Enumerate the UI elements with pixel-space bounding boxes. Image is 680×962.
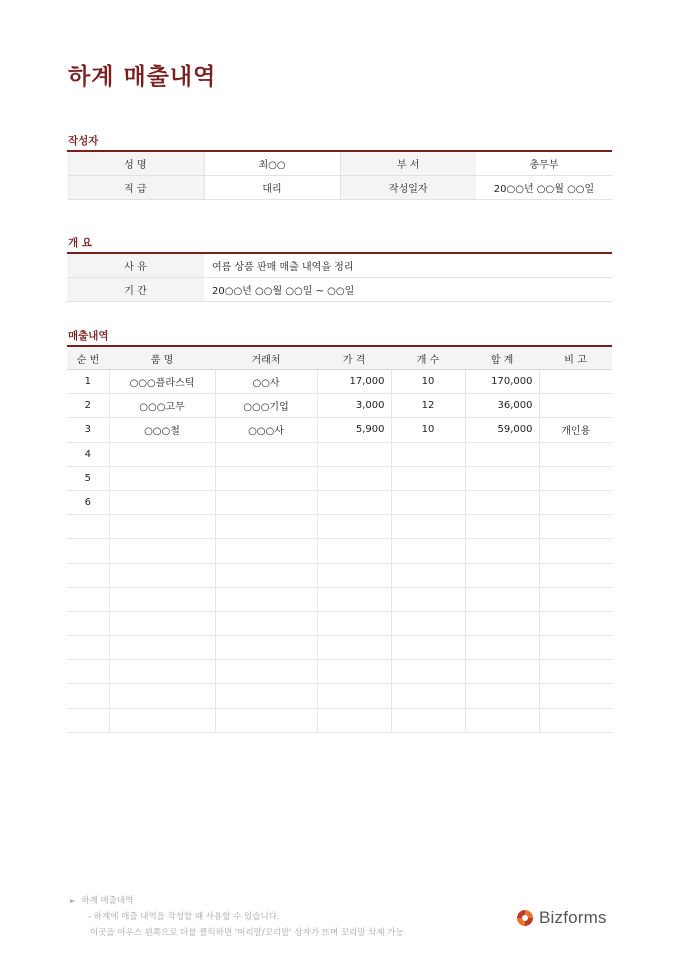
author-row	[67, 176, 612, 200]
bizforms-logo-icon	[515, 908, 535, 928]
cell-total: 59,000	[465, 418, 539, 442]
cell-note	[539, 636, 612, 660]
cell-price	[317, 515, 391, 539]
cell-price	[317, 466, 391, 490]
period-label: 기 간	[67, 278, 204, 302]
cell-quantity	[391, 684, 465, 708]
table-row	[67, 515, 612, 539]
cell-no	[67, 708, 109, 732]
cell-total	[465, 490, 539, 514]
table-row	[67, 708, 612, 732]
cell-note: 개인용	[539, 418, 612, 442]
cell-no: 1	[67, 370, 109, 394]
cell-price	[317, 708, 391, 732]
cell-quantity	[391, 587, 465, 611]
col-header-client: 거래처	[215, 346, 317, 370]
cell-client	[215, 442, 317, 466]
author-table	[67, 150, 612, 200]
cell-price	[317, 587, 391, 611]
cell-no: 6	[67, 490, 109, 514]
col-header-price: 가 격	[317, 346, 391, 370]
sales-header-row	[67, 346, 612, 370]
overview-section-label: 개 요	[68, 237, 92, 249]
cell-no	[67, 660, 109, 684]
cell-price	[317, 539, 391, 563]
cell-total	[465, 660, 539, 684]
table-row	[67, 370, 612, 394]
cell-quantity	[391, 611, 465, 635]
table-row	[67, 466, 612, 490]
cell-item: ○○○플라스틱	[109, 370, 215, 394]
cell-total	[465, 684, 539, 708]
cell-price	[317, 490, 391, 514]
cell-quantity	[391, 442, 465, 466]
cell-quantity	[391, 490, 465, 514]
cell-item	[109, 466, 215, 490]
cell-item	[109, 587, 215, 611]
cell-client	[215, 636, 317, 660]
cell-client	[215, 563, 317, 587]
date-label: 작성일자	[340, 176, 476, 200]
table-row	[67, 394, 612, 418]
cell-client	[215, 490, 317, 514]
cell-item	[109, 490, 215, 514]
sales-section-label: 매출내역	[68, 330, 109, 342]
cell-no	[67, 684, 109, 708]
cell-client: ○○○기업	[215, 394, 317, 418]
cell-client	[215, 708, 317, 732]
cell-note	[539, 370, 612, 394]
cell-total	[465, 539, 539, 563]
cell-quantity: 10	[391, 418, 465, 442]
table-row	[67, 684, 612, 708]
table-row	[67, 563, 612, 587]
col-header-quantity: 개 수	[391, 346, 465, 370]
cell-client	[215, 515, 317, 539]
cell-note	[539, 394, 612, 418]
cell-price	[317, 660, 391, 684]
col-header-total: 합 계	[465, 346, 539, 370]
cell-client	[215, 611, 317, 635]
logo-text: Bizforms	[539, 908, 607, 927]
footer-line: 이곳을 마우스 왼쪽으로 더블 클릭하면 '머리말/꼬리말' 상자가 뜨며 꼬리말 삭제 가능	[90, 928, 404, 938]
cell-no: 5	[67, 466, 109, 490]
cell-total	[465, 636, 539, 660]
cell-client	[215, 466, 317, 490]
cell-price	[317, 636, 391, 660]
triangle-bullet-icon: ►	[70, 897, 76, 905]
table-row	[67, 636, 612, 660]
cell-price	[317, 442, 391, 466]
position-value: 대리	[204, 176, 340, 200]
cell-quantity: 10	[391, 370, 465, 394]
cell-quantity	[391, 660, 465, 684]
cell-price: 3,000	[317, 394, 391, 418]
cell-note	[539, 684, 612, 708]
cell-note	[539, 708, 612, 732]
cell-item	[109, 539, 215, 563]
cell-item	[109, 684, 215, 708]
cell-quantity	[391, 539, 465, 563]
reason-label: 사 유	[67, 253, 204, 278]
cell-price	[317, 684, 391, 708]
cell-quantity	[391, 563, 465, 587]
cell-client: ○○사	[215, 370, 317, 394]
bizforms-logo	[515, 908, 607, 928]
table-row	[67, 490, 612, 514]
overview-row	[67, 253, 612, 278]
cell-no: 4	[67, 442, 109, 466]
table-row	[67, 442, 612, 466]
date-value: 20○○년 ○○월 ○○일	[476, 176, 612, 200]
cell-item	[109, 515, 215, 539]
sales-table	[67, 345, 612, 733]
cell-price: 5,900	[317, 418, 391, 442]
cell-note	[539, 611, 612, 635]
cell-note	[539, 539, 612, 563]
cell-no	[67, 636, 109, 660]
cell-total	[465, 466, 539, 490]
cell-item	[109, 660, 215, 684]
cell-item	[109, 708, 215, 732]
cell-quantity	[391, 636, 465, 660]
document-title: 하계 매출내역	[68, 64, 217, 90]
cell-total: 36,000	[465, 394, 539, 418]
col-header-item: 품 명	[109, 346, 215, 370]
cell-item: ○○○철	[109, 418, 215, 442]
cell-note	[539, 587, 612, 611]
cell-no: 3	[67, 418, 109, 442]
cell-note	[539, 466, 612, 490]
cell-note	[539, 563, 612, 587]
cell-quantity: 12	[391, 394, 465, 418]
cell-client	[215, 660, 317, 684]
cell-no	[67, 587, 109, 611]
cell-item: ○○○고무	[109, 394, 215, 418]
cell-note	[539, 442, 612, 466]
author-section-label: 작성자	[68, 135, 99, 147]
col-header-no: 순 번	[67, 346, 109, 370]
cell-total	[465, 563, 539, 587]
cell-client: ○○○사	[215, 418, 317, 442]
cell-total	[465, 515, 539, 539]
cell-price	[317, 611, 391, 635]
table-row	[67, 418, 612, 442]
cell-client	[215, 587, 317, 611]
cell-no	[67, 515, 109, 539]
cell-no	[67, 539, 109, 563]
cell-note	[539, 490, 612, 514]
cell-total	[465, 587, 539, 611]
overview-row	[67, 278, 612, 302]
cell-item	[109, 611, 215, 635]
cell-no: 2	[67, 394, 109, 418]
cell-quantity	[391, 466, 465, 490]
cell-total	[465, 442, 539, 466]
footer-line: - 하계에 매출 내역을 작성할 때 사용할 수 있습니다.	[88, 912, 280, 922]
department-value: 총무부	[476, 151, 612, 176]
name-value: 최○○	[204, 151, 340, 176]
table-row	[67, 539, 612, 563]
footer-title: 하계 매출내역	[81, 896, 134, 906]
table-row	[67, 611, 612, 635]
cell-note	[539, 660, 612, 684]
cell-price	[317, 563, 391, 587]
cell-quantity	[391, 515, 465, 539]
table-row	[67, 587, 612, 611]
position-label: 직 급	[67, 176, 204, 200]
footer-note	[70, 893, 404, 941]
col-header-note: 비 고	[539, 346, 612, 370]
reason-value: 여름 상품 판매 매출 내역을 정리	[204, 253, 612, 278]
cell-total	[465, 708, 539, 732]
cell-quantity	[391, 708, 465, 732]
cell-total	[465, 611, 539, 635]
cell-item	[109, 563, 215, 587]
cell-no	[67, 563, 109, 587]
cell-total: 170,000	[465, 370, 539, 394]
overview-table	[67, 252, 612, 302]
cell-note	[539, 515, 612, 539]
name-label: 성 명	[67, 151, 204, 176]
cell-no	[67, 611, 109, 635]
department-label: 부 서	[340, 151, 476, 176]
cell-item	[109, 636, 215, 660]
cell-price: 17,000	[317, 370, 391, 394]
cell-item	[109, 442, 215, 466]
table-row	[67, 660, 612, 684]
author-row	[67, 151, 612, 176]
period-value: 20○○년 ○○월 ○○일 ~ ○○일	[204, 278, 612, 302]
cell-client	[215, 684, 317, 708]
cell-client	[215, 539, 317, 563]
